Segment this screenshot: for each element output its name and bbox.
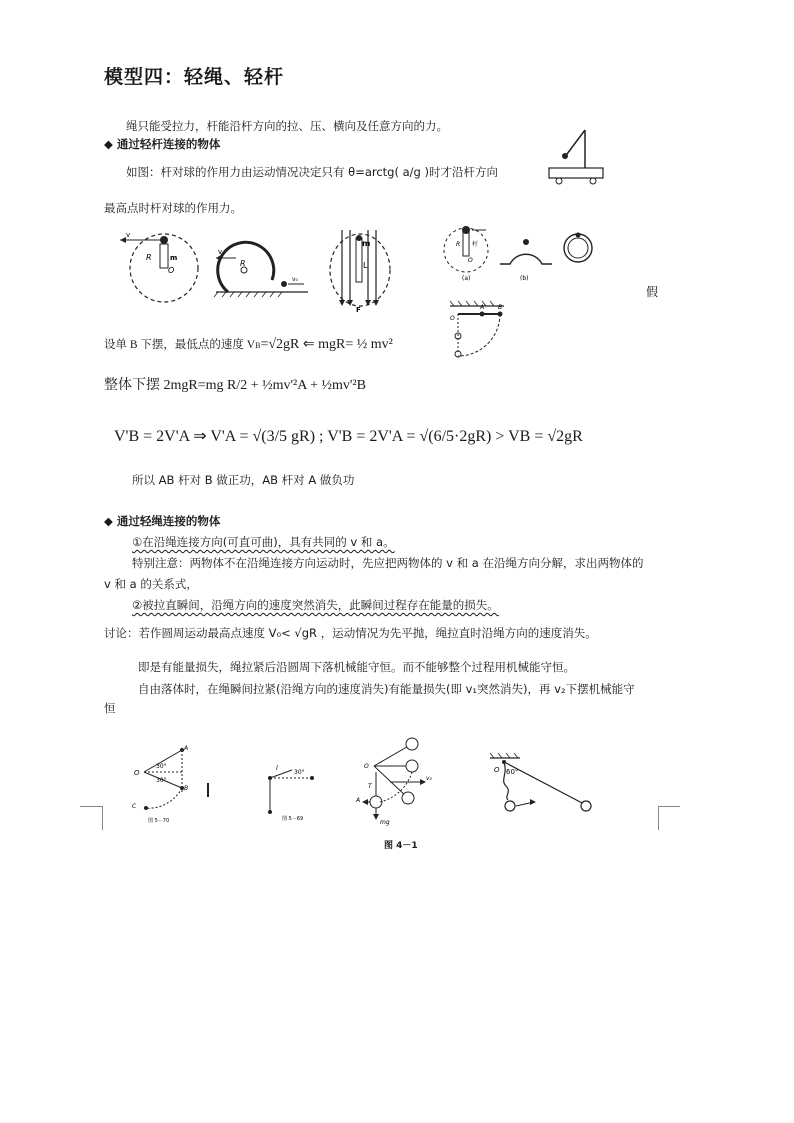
svg-text:m: m: [362, 239, 371, 248]
rod-cart-diagram: [545, 120, 605, 190]
svg-text:F: F: [356, 306, 361, 314]
svg-text:O: O: [468, 257, 473, 264]
para2b-text: 恒: [104, 701, 116, 715]
ab-rod-diagram: [446, 300, 516, 362]
three-panel-diagram: [436, 224, 592, 284]
figure-5-69: [258, 752, 322, 822]
circle-rod-diagram: [112, 226, 202, 306]
svg-text:m: m: [170, 254, 178, 262]
svg-text:R: R: [240, 259, 246, 268]
label-A1: A: [184, 745, 189, 752]
label-30c: 30°: [294, 769, 305, 776]
section2-heading: ◆ 通过轻绳连接的物体: [104, 514, 221, 528]
page-title: 模型四：轻绳、轻杆: [104, 66, 285, 88]
pendulum-60-diagram: [486, 752, 598, 820]
section1-line1-text: 如图：杆对球的作用力由运动情况决定只有 θ=arctg( a/g )时才沿杆方向: [126, 165, 498, 179]
note-a: 特别注意：两物体不在沿绳连接方向运动时，先应把两物体的 v 和 a 在沿绳方向分解，求出两物体的: [132, 556, 644, 570]
label-T: T: [368, 783, 372, 790]
svg-text:v: v: [126, 231, 131, 239]
loop-track-diagram: [212, 236, 312, 300]
svg-text:L: L: [363, 261, 368, 270]
label-o2: O: [364, 763, 369, 770]
section1-line2: 最高点时杆对球的作用力。: [104, 201, 242, 215]
para1-text: 即是有能量损失，绳拉紧后沿圆周下落机械能守恒。而不能够整个过程用机械能守恒。: [138, 660, 575, 674]
bar-mark: [207, 783, 209, 797]
section1-line1: [126, 164, 498, 180]
item1-text: ①在沿绳连接方向(可直可曲)，具有共同的 v 和 a。: [132, 535, 395, 549]
svg-text:A: A: [480, 304, 485, 311]
corner-mark-left-h: [80, 806, 102, 807]
label-o3: O: [494, 766, 500, 774]
svg-text:O: O: [450, 315, 455, 322]
fig41-caption: 图 4－1: [384, 841, 418, 851]
label-a: (a): [462, 275, 471, 282]
corner-mark-right-h: [658, 806, 680, 807]
label-B1: B: [184, 785, 189, 792]
eq1-label: 设单 B 下摆，最低点的速度 V: [104, 339, 256, 351]
corner-mark-left: [102, 806, 103, 830]
eq2: 整体下摆 2mgR=mg R/2 + ½mv'²A + ½mv'²B: [104, 378, 366, 393]
side-char: 假: [646, 285, 659, 299]
intro-text: 绳只能受拉力，杆能沿杆方向的拉、压、横向及任意方向的力。: [126, 119, 448, 133]
vertical-lines-diagram: [326, 226, 394, 312]
svg-text:R: R: [456, 241, 461, 248]
label-l: l: [276, 765, 278, 772]
label-mg: mg: [380, 819, 390, 826]
item2-text: ②被拉直瞬间，沿绳方向的速度突然消失，此瞬间过程存在能量的损失。: [132, 598, 499, 612]
figure-4-1: [356, 736, 448, 826]
discussion-text: 讨论：若作圆周运动最高点速度 V₀< √gR ，运动情况为先平抛，绳拉直时沿绳方向的速度消失。: [104, 626, 597, 640]
label-60: 60°: [506, 768, 519, 776]
para2a-text: 自由落体时，在绳瞬间拉紧(沿绳方向的速度消失)有能量损失(即 v₁突然消失)，再 v₂下摆机械能守: [138, 682, 635, 696]
svg-text:B: B: [498, 304, 503, 311]
svg-text:R: R: [146, 253, 152, 262]
label-b: (b): [520, 275, 529, 282]
figure-5-70: [124, 742, 214, 822]
label-A2: A: [356, 797, 361, 804]
label-o: O: [134, 769, 140, 777]
svg-text:杆: 杆: [472, 241, 479, 248]
eq3: V'B = 2V'A ⇒ V'A = √(3/5 gR) ; V'B = 2V'A = √(6/5·2gR) > VB = √2gR: [114, 428, 583, 445]
svg-text:O: O: [168, 266, 175, 275]
note-b: v 和 a 的关系式，: [104, 577, 198, 591]
eq1-rest: =√2gR ⇐ mgR= ½ mv²: [260, 337, 393, 352]
label-30b: 30°: [156, 777, 167, 784]
svg-text:v: v: [218, 248, 223, 256]
label-vb: v₀: [426, 775, 432, 782]
section1-heading: ◆ 通过轻杆连接的物体: [104, 137, 221, 151]
svg-text:v₀: v₀: [292, 276, 298, 283]
conclusion-text: 所以 AB 杆对 B 做正功，AB 杆对 A 做负功: [132, 473, 355, 487]
corner-mark-right: [658, 806, 659, 830]
fig570-caption: 图 5－70: [148, 818, 170, 824]
eq1: 设单 B 下摆，最低点的速度 VB=√2gR ⇐ mgR= ½ mv²: [104, 337, 393, 352]
fig569-caption: 图 5－69: [282, 816, 304, 822]
label-30a: 30°: [156, 763, 167, 770]
label-C1: C: [132, 803, 137, 810]
